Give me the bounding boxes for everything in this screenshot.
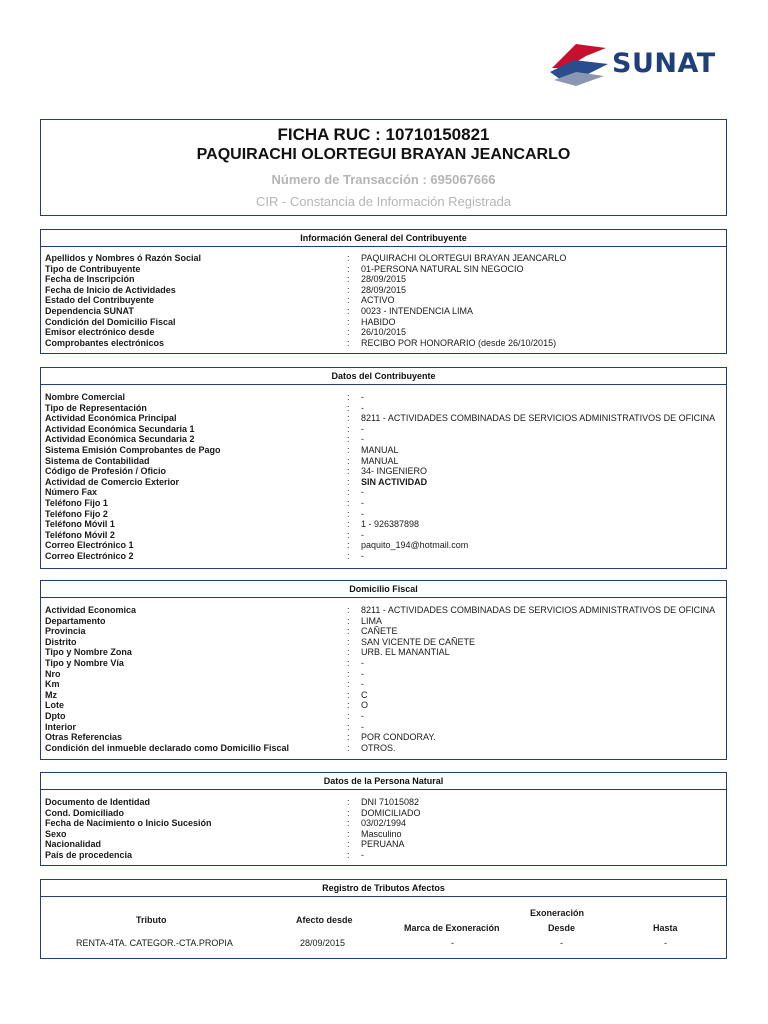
- field-label: Nacionalidad: [45, 839, 102, 850]
- field-label: Comprobantes electrónicos: [45, 337, 165, 348]
- field-label: Distrito: [45, 636, 77, 647]
- field-colon: :: [347, 550, 350, 561]
- field-value: DOMICILIADO: [361, 807, 421, 818]
- sunat-emblem-icon: [546, 38, 612, 90]
- field-colon: :: [347, 710, 350, 721]
- field-value: LIMA: [361, 615, 383, 626]
- field-label: Cond. Domiciliado: [45, 807, 125, 818]
- field-label: Estado del Contribuyente: [45, 295, 155, 306]
- field-value: 01-PERSONA NATURAL SIN NEGOCIO: [361, 263, 524, 274]
- field-label: Actividad Económica Secundaria 2: [45, 434, 195, 445]
- field-value: -: [361, 657, 364, 668]
- section-general-info: [40, 229, 727, 354]
- field-colon: :: [347, 615, 350, 626]
- field-label: Número Fax: [45, 487, 98, 498]
- field-row: [45, 498, 722, 509]
- field-colon: :: [347, 679, 350, 690]
- field-label: Actividad de Comercio Exterior: [45, 476, 180, 487]
- field-value: 34- INGENIERO: [361, 466, 428, 477]
- field-value: 26/10/2015: [361, 327, 407, 338]
- field-row: [45, 679, 722, 690]
- field-colon: :: [347, 519, 350, 530]
- field-label: Teléfono Fijo 1: [45, 497, 108, 508]
- field-value: PAQUIRACHI OLORTEGUI BRAYAN JEANCARLO: [361, 253, 567, 263]
- field-label: Fecha de Inscripción: [45, 274, 135, 285]
- transaction-number: Número de Transacción : 695067666: [271, 172, 496, 187]
- field-row: [45, 424, 722, 435]
- col-header-exoneracion: Exoneración: [530, 908, 585, 918]
- field-label: Documento de Identidad: [45, 797, 151, 807]
- col-header-hasta: Hasta: [653, 923, 678, 933]
- field-colon: :: [347, 657, 350, 668]
- field-label: Nombre Comercial: [45, 392, 126, 402]
- field-colon: :: [347, 413, 350, 424]
- field-colon: :: [347, 828, 350, 839]
- field-label: Dependencia SUNAT: [45, 305, 134, 316]
- field-value: MANUAL: [361, 455, 399, 466]
- field-row: [45, 530, 722, 541]
- section-taxes: [40, 879, 727, 959]
- ficha-ruc-title: FICHA RUC : 10710150821: [277, 125, 490, 144]
- field-row: [45, 700, 722, 711]
- field-colon: :: [347, 742, 350, 753]
- section-taxpayer-data: [40, 367, 727, 569]
- section-natural-person: [40, 772, 727, 866]
- field-label: Apellidos y Nombres ó Razón Social: [45, 253, 202, 263]
- field-row: [45, 637, 722, 648]
- field-colon: :: [347, 284, 350, 295]
- field-label: Tipo de Representación: [45, 402, 147, 413]
- field-row: [45, 616, 722, 627]
- field-value: OTROS.: [361, 742, 396, 753]
- field-colon: :: [347, 721, 350, 732]
- field-label: Actividad Económica Principal: [45, 413, 177, 424]
- field-row: [45, 477, 722, 488]
- field-label: Departamento: [45, 615, 106, 626]
- field-label: Dpto: [45, 710, 66, 721]
- field-label: País de procedencia: [45, 849, 133, 860]
- divider: [41, 789, 726, 790]
- field-label: Tipo y Nombre Vía: [45, 657, 124, 668]
- section-title: Datos del Contribuyente: [331, 371, 436, 381]
- field-row: [45, 456, 722, 467]
- field-row: [45, 306, 722, 317]
- field-colon: :: [347, 455, 350, 466]
- field-colon: :: [347, 508, 350, 519]
- col-header-afecto: Afecto desde: [296, 915, 353, 925]
- field-row: [45, 327, 722, 338]
- field-value: -: [361, 550, 364, 561]
- field-list: [45, 797, 722, 861]
- col-header-tributo: Tributo: [136, 915, 167, 925]
- field-colon: :: [347, 316, 350, 327]
- field-label: Actividad Económica Secundaria 1: [45, 423, 195, 434]
- field-row: [45, 839, 722, 850]
- field-label: Sistema de Contabilidad: [45, 455, 150, 466]
- field-colon: :: [347, 444, 350, 455]
- field-colon: :: [347, 626, 350, 637]
- field-row: [45, 487, 722, 498]
- field-value: -: [361, 423, 364, 434]
- field-label: Fecha de Inicio de Actividades: [45, 284, 176, 295]
- section-fiscal-address: [40, 580, 727, 760]
- field-colon: :: [347, 337, 350, 348]
- field-colon: :: [347, 529, 350, 540]
- field-value: -: [361, 487, 364, 498]
- field-colon: :: [347, 700, 350, 711]
- field-row: [45, 274, 722, 285]
- field-colon: :: [347, 668, 350, 679]
- field-label: Km: [45, 679, 60, 690]
- field-value: MANUAL: [361, 444, 399, 455]
- field-colon: :: [347, 797, 350, 807]
- field-colon: :: [347, 305, 350, 316]
- field-row: [45, 669, 722, 680]
- field-label: Interior: [45, 721, 77, 732]
- field-row: [45, 403, 722, 414]
- desde-cell: -: [560, 938, 563, 948]
- divider: [41, 597, 726, 598]
- field-row: [45, 732, 722, 743]
- taxpayer-name: PAQUIRACHI OLORTEGUI BRAYAN JEANCARLO: [196, 146, 571, 163]
- field-row: [45, 509, 722, 520]
- field-row: [45, 647, 722, 658]
- field-value: -: [361, 679, 364, 690]
- field-value: 8211 - ACTIVIDADES COMBINADAS DE SERVICIOS ADMINISTRATIVOS DE OFICINA: [361, 605, 716, 615]
- field-value: -: [361, 529, 364, 540]
- section-title: Información General del Contribuyente: [300, 233, 467, 243]
- field-value: SIN ACTIVIDAD: [361, 476, 428, 487]
- field-colon: :: [347, 253, 350, 263]
- field-label: Lote: [45, 700, 64, 711]
- field-value: C: [361, 689, 368, 700]
- field-label: Actividad Economica: [45, 605, 137, 615]
- field-list: [45, 253, 722, 348]
- ficha-header: [40, 119, 727, 216]
- field-value: 03/02/1994: [361, 818, 407, 829]
- field-row: [45, 551, 722, 562]
- field-label: Sistema Emisión Comprobantes de Pago: [45, 444, 221, 455]
- field-colon: :: [347, 327, 350, 338]
- field-value: -: [361, 392, 364, 402]
- field-value: O: [361, 700, 369, 711]
- field-row: [45, 711, 722, 722]
- field-row: [45, 690, 722, 701]
- field-label: Condición del inmueble declarado como Domicilio Fiscal: [45, 742, 290, 753]
- field-row: [45, 338, 722, 349]
- field-label: Otras Referencias: [45, 732, 123, 743]
- field-value: paquito_194@hotmail.com: [361, 540, 469, 551]
- field-label: Mz: [45, 689, 57, 700]
- cir-subtitle: CIR - Constancia de Información Registrada: [255, 194, 512, 209]
- field-value: ACTIVO: [361, 295, 395, 306]
- section-title: Registro de Tributos Afectos: [322, 883, 445, 893]
- field-list: [45, 605, 722, 753]
- field-row: [45, 850, 722, 861]
- field-value: SAN VICENTE DE CAÑETE: [361, 636, 476, 647]
- field-value: -: [361, 497, 364, 508]
- field-label: Fecha de Nacimiento o Inicio Sucesión: [45, 818, 212, 829]
- field-row: [45, 392, 722, 403]
- section-title: Datos de la Persona Natural: [323, 776, 444, 786]
- field-value: -: [361, 721, 364, 732]
- divider: [41, 246, 726, 247]
- field-colon: :: [347, 476, 350, 487]
- field-colon: :: [347, 540, 350, 551]
- field-colon: :: [347, 647, 350, 658]
- field-row: [45, 743, 722, 754]
- afecto-cell: 28/09/2015: [300, 938, 346, 948]
- col-header-marca: Marca de Exoneración: [404, 923, 500, 933]
- field-label: Código de Profesión / Oficio: [45, 466, 167, 477]
- marca-cell: -: [451, 938, 454, 948]
- field-colon: :: [347, 434, 350, 445]
- field-row: [45, 285, 722, 296]
- field-value: DNI 71015082: [361, 797, 420, 807]
- field-row: [45, 829, 722, 840]
- field-colon: :: [347, 818, 350, 829]
- field-colon: :: [347, 605, 350, 615]
- field-value: CAÑETE: [361, 626, 398, 637]
- field-value: RECIBO POR HONORARIO (desde 26/10/2015): [361, 337, 557, 348]
- field-label: Condición del Domicilio Fiscal: [45, 316, 176, 327]
- divider: [41, 384, 726, 385]
- field-value: -: [361, 402, 364, 413]
- field-colon: :: [347, 849, 350, 860]
- field-colon: :: [347, 497, 350, 508]
- col-header-desde: Desde: [548, 923, 576, 933]
- field-colon: :: [347, 487, 350, 498]
- field-colon: :: [347, 732, 350, 743]
- field-value: -: [361, 668, 364, 679]
- field-row: [45, 317, 722, 328]
- field-row: [45, 466, 722, 477]
- tributo-cell: RENTA-4TA. CATEGOR.-CTA.PROPIA: [76, 938, 233, 948]
- field-row: [45, 434, 722, 445]
- field-row: [45, 605, 722, 616]
- field-label: Correo Electrónico 2: [45, 550, 134, 561]
- field-value: 1 - 926387898: [361, 519, 420, 530]
- field-label: Tipo y Nombre Zona: [45, 647, 132, 658]
- field-label: Teléfono Móvil 2: [45, 529, 115, 540]
- field-row: [45, 264, 722, 275]
- field-row: [45, 722, 722, 733]
- field-value: -: [361, 710, 364, 721]
- divider: [41, 896, 726, 897]
- field-label: Correo Electrónico 1: [45, 540, 134, 551]
- field-colon: :: [347, 295, 350, 306]
- field-colon: :: [347, 402, 350, 413]
- field-value: -: [361, 434, 364, 445]
- field-colon: :: [347, 636, 350, 647]
- field-label: Provincia: [45, 626, 86, 637]
- field-row: [45, 808, 722, 819]
- field-value: 28/09/2015: [361, 274, 407, 285]
- sunat-wordmark: SUNAT: [612, 48, 716, 79]
- field-value: HABIDO: [361, 316, 396, 327]
- field-colon: :: [347, 807, 350, 818]
- field-label: Sexo: [45, 828, 67, 839]
- field-colon: :: [347, 263, 350, 274]
- sunat-logo: [546, 38, 726, 90]
- field-colon: :: [347, 689, 350, 700]
- field-value: URB. EL MANANTIAL: [361, 647, 450, 658]
- hasta-cell: -: [664, 938, 667, 948]
- field-row: [45, 445, 722, 456]
- field-label: Tipo de Contribuyente: [45, 263, 141, 274]
- field-value: -: [361, 508, 364, 519]
- field-colon: :: [347, 392, 350, 402]
- field-value: Masculino: [361, 828, 402, 839]
- field-label: Teléfono Fijo 2: [45, 508, 108, 519]
- field-row: [45, 818, 722, 829]
- field-colon: :: [347, 466, 350, 477]
- field-value: POR CONDORAY.: [361, 732, 436, 743]
- field-value: -: [361, 849, 364, 860]
- field-list: [45, 392, 722, 562]
- field-label: Teléfono Móvil 1: [45, 519, 115, 530]
- field-colon: :: [347, 839, 350, 850]
- section-title: Domicilio Fiscal: [349, 584, 418, 594]
- field-row: [45, 295, 722, 306]
- field-label: Nro: [45, 668, 61, 679]
- field-row: [45, 626, 722, 637]
- field-label: Emisor electrónico desde: [45, 327, 155, 338]
- field-value: PERUANA: [361, 839, 405, 850]
- field-value: 0023 - INTENDENCIA LIMA: [361, 305, 474, 316]
- field-row: [45, 540, 722, 551]
- field-row: [45, 797, 722, 808]
- field-row: [45, 519, 722, 530]
- field-colon: :: [347, 274, 350, 285]
- field-colon: :: [347, 423, 350, 434]
- field-value: 28/09/2015: [361, 284, 407, 295]
- field-row: [45, 658, 722, 669]
- field-row: [45, 413, 722, 424]
- field-value: 8211 - ACTIVIDADES COMBINADAS DE SERVICIOS ADMINISTRATIVOS DE OFICINA: [361, 413, 716, 424]
- field-row: [45, 253, 722, 264]
